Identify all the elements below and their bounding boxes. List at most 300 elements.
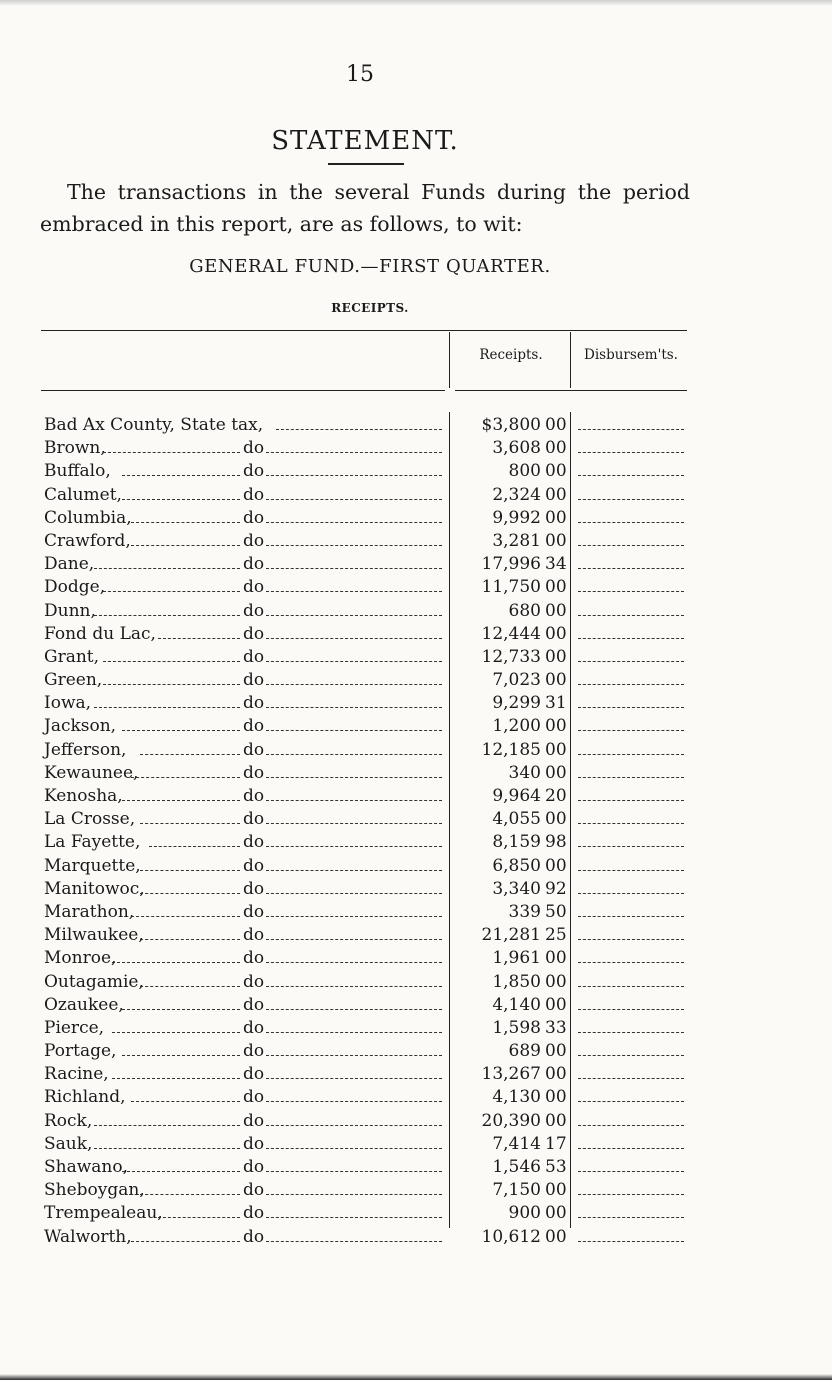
ditto-do: do bbox=[243, 878, 265, 899]
dot-leader bbox=[266, 916, 442, 917]
receipt-amount: 7,150 bbox=[492, 1180, 541, 1201]
disbursement-blank bbox=[578, 962, 684, 963]
ditto-do: do bbox=[243, 925, 265, 946]
dot-leader bbox=[266, 545, 442, 546]
dot-leader bbox=[140, 986, 240, 987]
table-row bbox=[0, 1202, 832, 1225]
receipt-cents: 33 bbox=[545, 1017, 567, 1038]
receipt-cents: 31 bbox=[545, 693, 567, 714]
table-row bbox=[0, 1179, 832, 1202]
header-bottom-rule-right bbox=[455, 390, 687, 391]
ditto-do: do bbox=[243, 901, 265, 922]
receipts-table-body bbox=[0, 414, 832, 1249]
county-name: Calumet, bbox=[44, 484, 122, 505]
table-row bbox=[0, 1133, 832, 1156]
ditto-do: do bbox=[243, 530, 265, 551]
ditto-do: do bbox=[243, 855, 265, 876]
ditto-do: do bbox=[243, 994, 265, 1015]
table-row bbox=[0, 484, 832, 507]
receipt-amount: 340 bbox=[508, 762, 541, 783]
disbursement-blank bbox=[578, 591, 684, 592]
table-row bbox=[0, 623, 832, 646]
county-name: Fond du Lac, bbox=[44, 623, 156, 644]
receipt-cents: 00 bbox=[545, 507, 567, 528]
dot-leader bbox=[266, 962, 442, 963]
ditto-do: do bbox=[243, 1110, 265, 1131]
receipt-cents: 00 bbox=[545, 438, 567, 459]
county-name: La Fayette, bbox=[44, 832, 141, 853]
table-row bbox=[0, 1226, 832, 1249]
dot-leader bbox=[266, 499, 442, 500]
dot-leader bbox=[122, 1171, 240, 1172]
dot-leader bbox=[266, 1032, 442, 1033]
receipt-cents: 34 bbox=[545, 554, 567, 575]
receipt-amount: 4,130 bbox=[492, 1087, 541, 1108]
dot-leader bbox=[94, 568, 240, 569]
table-row bbox=[0, 692, 832, 715]
disbursement-blank bbox=[578, 1125, 684, 1126]
table-row bbox=[0, 739, 832, 762]
ditto-do: do bbox=[243, 1133, 265, 1154]
county-name: Iowa, bbox=[44, 693, 92, 714]
ditto-do: do bbox=[243, 1064, 265, 1085]
receipt-amount: 17,996 bbox=[481, 554, 541, 575]
receipt-amount: 339 bbox=[508, 901, 541, 922]
dot-leader bbox=[122, 1009, 240, 1010]
dot-leader bbox=[131, 916, 240, 917]
dot-leader bbox=[140, 1194, 240, 1195]
receipt-cents: 00 bbox=[545, 1180, 567, 1201]
receipt-amount: 10,612 bbox=[481, 1226, 541, 1247]
dot-leader bbox=[103, 591, 240, 592]
disbursement-blank bbox=[578, 615, 684, 616]
disbursement-blank bbox=[578, 939, 684, 940]
receipt-amount: 12,444 bbox=[481, 623, 541, 644]
county-name: Sheboygan, bbox=[44, 1180, 145, 1201]
ditto-do: do bbox=[243, 1203, 265, 1224]
ditto-do: do bbox=[243, 948, 265, 969]
dot-leader bbox=[266, 1078, 442, 1079]
statement-title: STATEMENT. bbox=[271, 126, 459, 156]
disbursement-blank bbox=[578, 986, 684, 987]
receipt-amount: 3,608 bbox=[492, 438, 541, 459]
county-name: Richland, bbox=[44, 1087, 126, 1108]
disbursement-blank bbox=[578, 1009, 684, 1010]
county-name: La Crosse, bbox=[44, 809, 136, 830]
receipt-amount: 20,390 bbox=[481, 1110, 541, 1131]
ditto-do: do bbox=[243, 1017, 265, 1038]
header-divider-2 bbox=[570, 332, 571, 388]
county-name: Shawano, bbox=[44, 1157, 129, 1177]
table-row bbox=[0, 924, 832, 947]
ditto-do: do bbox=[243, 600, 265, 621]
dot-leader bbox=[140, 939, 240, 940]
table-row bbox=[0, 785, 832, 808]
ditto-do: do bbox=[243, 739, 265, 760]
dot-leader bbox=[103, 452, 240, 453]
county-name: Portage, bbox=[44, 1041, 117, 1062]
dot-leader bbox=[266, 1194, 442, 1195]
county-name: Marquette, bbox=[44, 855, 141, 876]
table-row bbox=[0, 901, 832, 924]
county-name: Walworth, bbox=[44, 1226, 132, 1247]
dot-leader bbox=[131, 777, 240, 778]
receipt-amount: 1,850 bbox=[492, 971, 541, 992]
receipt-amount: 11,750 bbox=[481, 577, 541, 598]
county-name: Rock, bbox=[44, 1110, 93, 1131]
receipt-cents: 00 bbox=[545, 600, 567, 621]
ditto-do: do bbox=[243, 1041, 265, 1062]
receipt-amount: 9,964 bbox=[492, 786, 541, 806]
receipt-amount: 1,598 bbox=[492, 1017, 541, 1038]
ditto-do: do bbox=[243, 971, 265, 992]
table-row bbox=[0, 855, 832, 878]
scan-edge-top bbox=[0, 0, 832, 6]
dot-leader bbox=[140, 754, 240, 755]
receipt-amount: 4,140 bbox=[492, 994, 541, 1015]
ditto-do: do bbox=[243, 1226, 265, 1247]
table-row bbox=[0, 715, 832, 738]
dot-leader bbox=[266, 939, 442, 940]
dot-leader bbox=[94, 1148, 240, 1149]
county-name: Jackson, bbox=[44, 716, 117, 737]
disbursement-blank bbox=[578, 1032, 684, 1033]
county-name: Dane, bbox=[44, 554, 95, 575]
receipt-amount: 680 bbox=[508, 600, 541, 621]
receipt-amount: 9,299 bbox=[492, 693, 541, 714]
table-row bbox=[0, 669, 832, 692]
dot-leader bbox=[122, 1055, 240, 1056]
receipt-cents: 00 bbox=[545, 1064, 567, 1085]
table-top-rule bbox=[41, 330, 687, 331]
county-name: Columbia, bbox=[44, 507, 132, 528]
dot-leader bbox=[94, 615, 240, 616]
dot-leader bbox=[266, 823, 442, 824]
receipt-cents: 00 bbox=[545, 646, 567, 667]
dot-leader bbox=[131, 545, 240, 546]
receipt-amount: 7,414 bbox=[492, 1133, 541, 1154]
county-name: Brown, bbox=[44, 438, 106, 459]
table-row bbox=[0, 1156, 832, 1179]
receipt-cents: 98 bbox=[545, 832, 567, 853]
disbursement-blank bbox=[578, 1217, 684, 1218]
dot-leader bbox=[112, 962, 240, 963]
dot-leader bbox=[94, 1125, 240, 1126]
disbursement-blank bbox=[578, 1148, 684, 1149]
fund-heading: GENERAL FUND.—FIRST QUARTER. bbox=[189, 256, 551, 277]
dot-leader bbox=[266, 800, 442, 801]
dot-leader bbox=[140, 870, 240, 871]
table-row bbox=[0, 646, 832, 669]
receipt-amount: 8,159 bbox=[492, 832, 541, 853]
dot-leader bbox=[140, 893, 240, 894]
dot-leader bbox=[103, 661, 240, 662]
receipt-cents: 00 bbox=[545, 716, 567, 737]
county-name: Marathon, bbox=[44, 901, 135, 922]
receipt-amount: 3,340 bbox=[492, 878, 541, 899]
dot-leader bbox=[266, 615, 442, 616]
disbursement-blank bbox=[578, 846, 684, 847]
county-name: Manitowoc, bbox=[44, 878, 145, 899]
receipt-cents: 00 bbox=[545, 809, 567, 830]
table-row bbox=[0, 1063, 832, 1086]
receipt-amount: 12,185 bbox=[481, 739, 541, 760]
dot-leader bbox=[266, 568, 442, 569]
disbursement-blank bbox=[578, 638, 684, 639]
county-name: Kenosha, bbox=[44, 786, 123, 806]
county-name: Monroe, bbox=[44, 948, 117, 969]
dot-leader bbox=[122, 475, 240, 476]
table-row bbox=[0, 1086, 832, 1109]
dot-leader bbox=[122, 800, 240, 801]
ditto-do: do bbox=[243, 484, 265, 505]
dot-leader bbox=[266, 986, 442, 987]
table-row bbox=[0, 507, 832, 530]
dot-leader bbox=[266, 661, 442, 662]
disbursement-blank bbox=[578, 1171, 684, 1172]
disbursement-blank bbox=[578, 568, 684, 569]
table-row bbox=[0, 530, 832, 553]
receipt-cents: 00 bbox=[545, 1041, 567, 1062]
dot-leader bbox=[276, 429, 442, 430]
dot-leader bbox=[266, 1241, 442, 1242]
county-name: Pierce, bbox=[44, 1017, 105, 1038]
county-name: Crawford, bbox=[44, 530, 131, 551]
receipt-amount: 1,961 bbox=[492, 948, 541, 969]
ditto-do: do bbox=[243, 786, 265, 806]
receipt-cents: 25 bbox=[545, 925, 567, 946]
ditto-do: do bbox=[243, 1157, 265, 1177]
receipt-amount: 2,324 bbox=[492, 484, 541, 505]
ditto-do: do bbox=[243, 554, 265, 575]
dot-leader bbox=[266, 1055, 442, 1056]
receipt-cents: 00 bbox=[545, 1203, 567, 1224]
receipt-amount: $3,800 bbox=[481, 415, 541, 435]
ditto-do: do bbox=[243, 809, 265, 830]
table-row bbox=[0, 994, 832, 1017]
header-bottom-rule-left bbox=[41, 390, 445, 391]
dot-leader bbox=[112, 1078, 240, 1079]
disbursement-blank bbox=[578, 1078, 684, 1079]
county-name: Buffalo, bbox=[44, 461, 111, 482]
ditto-do: do bbox=[243, 762, 265, 783]
dot-leader bbox=[158, 638, 240, 639]
receipt-amount: 689 bbox=[508, 1041, 541, 1062]
county-name: Green, bbox=[44, 670, 103, 691]
disbursement-blank bbox=[578, 870, 684, 871]
disbursement-blank bbox=[578, 661, 684, 662]
disbursement-blank bbox=[578, 429, 684, 430]
table-row bbox=[0, 762, 832, 785]
county-name: Grant, bbox=[44, 646, 100, 667]
disbursement-blank bbox=[578, 800, 684, 801]
receipt-amount: 12,733 bbox=[481, 646, 541, 667]
receipt-amount: 9,992 bbox=[492, 507, 541, 528]
table-row bbox=[0, 414, 832, 437]
disbursement-blank bbox=[578, 475, 684, 476]
receipts-column-header: Receipts. bbox=[479, 347, 543, 363]
dot-leader bbox=[131, 1101, 240, 1102]
receipt-amount: 13,267 bbox=[481, 1064, 541, 1085]
dot-leader bbox=[266, 1101, 442, 1102]
dot-leader bbox=[266, 754, 442, 755]
dot-leader bbox=[266, 870, 442, 871]
table-row bbox=[0, 576, 832, 599]
county-name: Dunn, bbox=[44, 600, 96, 621]
page-number: 15 bbox=[346, 62, 374, 87]
dot-leader bbox=[266, 1148, 442, 1149]
dot-leader bbox=[266, 475, 442, 476]
receipt-amount: 800 bbox=[508, 461, 541, 482]
dot-leader bbox=[266, 846, 442, 847]
dot-leader bbox=[266, 591, 442, 592]
county-name: Kewaunee, bbox=[44, 762, 139, 783]
dot-leader bbox=[266, 684, 442, 685]
intro-paragraph: The transactions in the several Funds during the period embraced in this report, are as follows, to wit: bbox=[40, 180, 690, 236]
county-name: Ozaukee, bbox=[44, 994, 124, 1015]
receipt-cents: 53 bbox=[545, 1157, 567, 1177]
ditto-do: do bbox=[243, 623, 265, 644]
receipt-cents: 00 bbox=[545, 623, 567, 644]
ditto-do: do bbox=[243, 461, 265, 482]
receipt-cents: 92 bbox=[545, 878, 567, 899]
dot-leader bbox=[131, 522, 240, 523]
dot-leader bbox=[266, 777, 442, 778]
county-name: Racine, bbox=[44, 1064, 109, 1085]
dot-leader bbox=[266, 730, 442, 731]
receipt-cents: 00 bbox=[545, 994, 567, 1015]
disbursement-blank bbox=[578, 684, 684, 685]
receipt-amount: 7,023 bbox=[492, 670, 541, 691]
disbursement-blank bbox=[578, 730, 684, 731]
ditto-do: do bbox=[243, 693, 265, 714]
title-underline bbox=[328, 163, 404, 165]
receipt-cents: 20 bbox=[545, 786, 567, 806]
dot-leader bbox=[131, 1241, 240, 1242]
header-divider-1 bbox=[449, 332, 450, 388]
ditto-do: do bbox=[243, 507, 265, 528]
dot-leader bbox=[122, 730, 240, 731]
dot-leader bbox=[266, 522, 442, 523]
receipt-amount: 6,850 bbox=[492, 855, 541, 876]
dot-leader bbox=[103, 684, 240, 685]
dot-leader bbox=[149, 846, 240, 847]
dot-leader bbox=[112, 1032, 240, 1033]
receipt-cents: 00 bbox=[545, 530, 567, 551]
disbursement-blank bbox=[578, 522, 684, 523]
dot-leader bbox=[266, 452, 442, 453]
table-row bbox=[0, 600, 832, 623]
disbursement-blank bbox=[578, 1101, 684, 1102]
ditto-do: do bbox=[243, 1180, 265, 1201]
receipt-amount: 900 bbox=[508, 1203, 541, 1224]
disbursement-blank bbox=[578, 1241, 684, 1242]
disbursement-blank bbox=[578, 893, 684, 894]
receipt-cents: 00 bbox=[545, 971, 567, 992]
dot-leader bbox=[266, 707, 442, 708]
receipt-amount: 21,281 bbox=[481, 925, 541, 946]
dot-leader bbox=[94, 707, 240, 708]
disbursement-blank bbox=[578, 777, 684, 778]
table-row bbox=[0, 947, 832, 970]
receipt-cents: 00 bbox=[545, 1226, 567, 1247]
receipt-cents: 00 bbox=[545, 1110, 567, 1131]
ditto-do: do bbox=[243, 577, 265, 598]
county-name: Sauk, bbox=[44, 1133, 93, 1154]
table-row bbox=[0, 831, 832, 854]
county-name: Outagamie, bbox=[44, 971, 144, 992]
receipt-cents: 00 bbox=[545, 577, 567, 598]
receipt-cents: 00 bbox=[545, 948, 567, 969]
scan-edge-bottom bbox=[0, 1374, 832, 1380]
table-row bbox=[0, 460, 832, 483]
ditto-do: do bbox=[243, 670, 265, 691]
receipt-cents: 17 bbox=[545, 1133, 567, 1154]
receipt-cents: 00 bbox=[545, 762, 567, 783]
dot-leader bbox=[140, 823, 240, 824]
receipt-cents: 00 bbox=[545, 415, 567, 435]
receipt-amount: 3,281 bbox=[492, 530, 541, 551]
dot-leader bbox=[266, 1171, 442, 1172]
disbursement-blank bbox=[578, 823, 684, 824]
receipt-amount: 4,055 bbox=[492, 809, 541, 830]
table-row bbox=[0, 437, 832, 460]
county-name: Bad Ax County, State tax, bbox=[44, 415, 264, 435]
receipt-cents: 00 bbox=[545, 484, 567, 505]
county-name: Milwaukee, bbox=[44, 925, 144, 946]
dot-leader bbox=[266, 893, 442, 894]
table-row bbox=[0, 1040, 832, 1063]
disbursements-column-header: Disbursem'ts. bbox=[584, 347, 678, 363]
disbursement-blank bbox=[578, 754, 684, 755]
table-row bbox=[0, 878, 832, 901]
county-name: Jefferson, bbox=[44, 739, 127, 760]
table-row bbox=[0, 1017, 832, 1040]
ditto-do: do bbox=[243, 1087, 265, 1108]
receipts-heading: RECEIPTS. bbox=[331, 301, 409, 315]
receipt-cents: 00 bbox=[545, 1087, 567, 1108]
receipt-cents: 00 bbox=[545, 461, 567, 482]
disbursement-blank bbox=[578, 452, 684, 453]
ditto-do: do bbox=[243, 438, 265, 459]
dot-leader bbox=[158, 1217, 240, 1218]
dot-leader bbox=[266, 1125, 442, 1126]
county-name: Trempealeau, bbox=[44, 1203, 163, 1224]
table-row bbox=[0, 1110, 832, 1133]
disbursement-blank bbox=[578, 1194, 684, 1195]
receipt-amount: 1,546 bbox=[492, 1157, 541, 1177]
receipt-cents: 00 bbox=[545, 855, 567, 876]
receipt-amount: 1,200 bbox=[492, 716, 541, 737]
dot-leader bbox=[266, 1217, 442, 1218]
county-name: Dodge, bbox=[44, 577, 106, 598]
ditto-do: do bbox=[243, 716, 265, 737]
table-row bbox=[0, 808, 832, 831]
ditto-do: do bbox=[243, 832, 265, 853]
receipt-cents: 00 bbox=[545, 739, 567, 760]
disbursement-blank bbox=[578, 1055, 684, 1056]
dot-leader bbox=[266, 1009, 442, 1010]
disbursement-blank bbox=[578, 707, 684, 708]
receipt-cents: 50 bbox=[545, 901, 567, 922]
disbursement-blank bbox=[578, 499, 684, 500]
table-row bbox=[0, 971, 832, 994]
dot-leader bbox=[266, 638, 442, 639]
table-row bbox=[0, 553, 832, 576]
disbursement-blank bbox=[578, 545, 684, 546]
disbursement-blank bbox=[578, 916, 684, 917]
dot-leader bbox=[122, 499, 240, 500]
